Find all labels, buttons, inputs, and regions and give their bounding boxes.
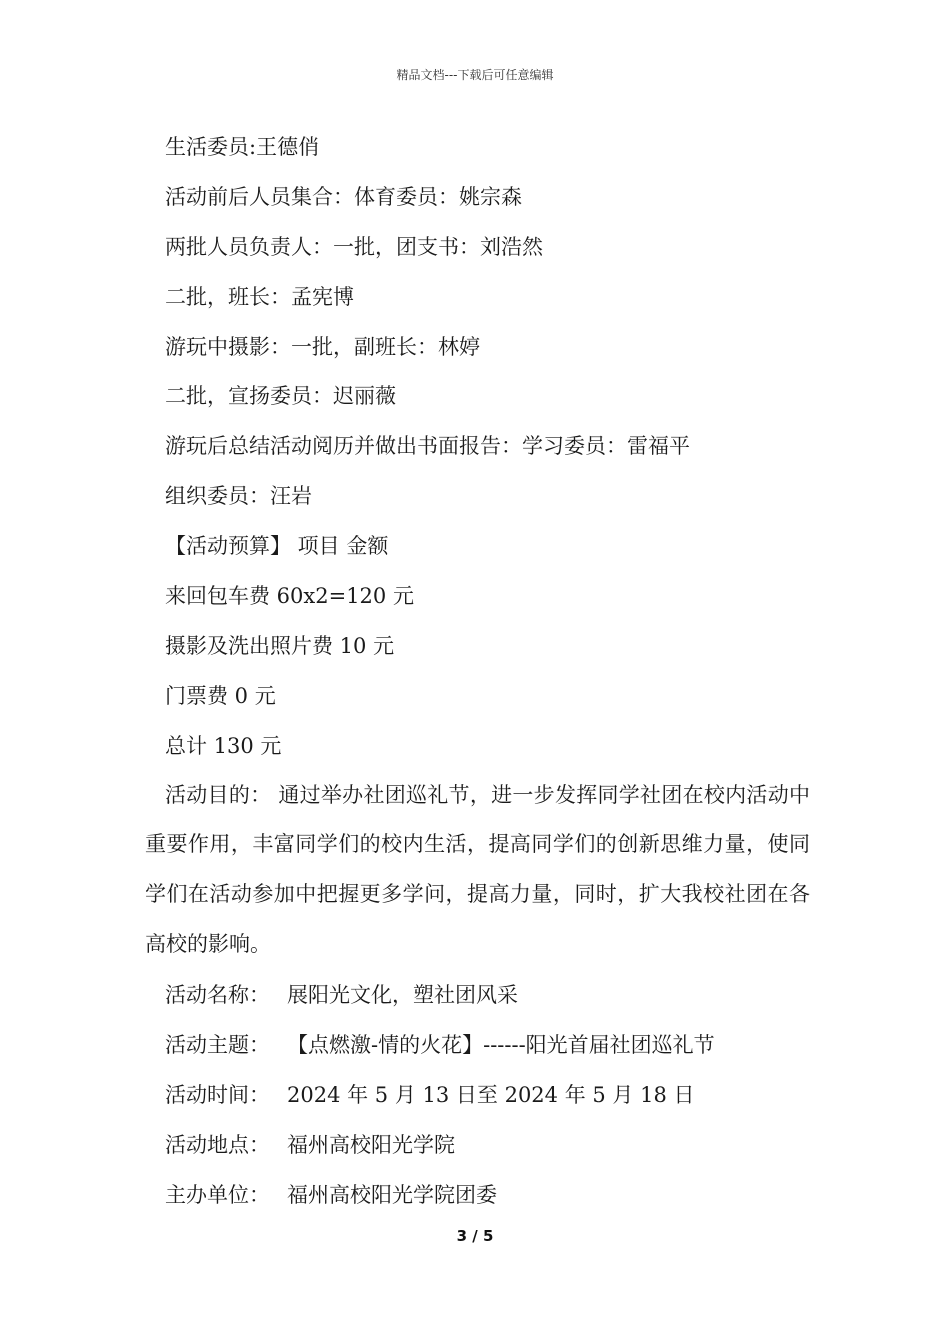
text-line: 二批，班长：孟宪博 [165,284,354,309]
text-line: 活动前后人员集合：体育委员：姚宗森 [165,184,522,209]
budget-total: 总计 130 元 [165,733,282,758]
text-line: 两批人员负责人：一批，团支书：刘浩然 [165,234,543,259]
detail-row [145,1024,810,1074]
budget-item: 来回包车费 60x2=120 元 [165,584,414,609]
detail-row [145,974,810,1024]
detail-label: 活动主题： [165,1033,270,1058]
detail-label: 活动名称： [165,983,270,1008]
detail-value: 福州高校阳光学院 [287,1132,455,1157]
detail-value: 2024 年 5 月 13 日至 2024 年 5 月 18 日 [287,1082,695,1107]
detail-label: 主办单位： [165,1182,270,1207]
detail-value: 【点燃激-情的火花】------阳光首届社团巡礼节 [287,1033,715,1058]
detail-label: 活动地点： [165,1132,270,1157]
purpose-paragraph: 活动目的： 通过举办社团巡礼节，进一步发挥同学社团在校内活动中重要作用，丰富同学们的校内生活，提高同学们的创新思维力量，使同学们在活动参加中把握更多学问，提高力量，同时，扩大我校社团在各高校的影响。 [145,782,810,957]
detail-value: 福州高校阳光学院团委 [287,1182,497,1207]
detail-row [145,1124,810,1174]
budget-heading: 【活动预算】 项目 金额 [165,534,389,559]
detail-label: 活动时间： [165,1082,270,1107]
text-line: 二批，宣扬委员：迟丽薇 [165,384,396,409]
page-header: 精品文档---下载后可任意编辑 [396,68,554,82]
budget-item: 门票费 0 元 [165,683,276,708]
text-line: 生活委员:王德俏 [165,135,320,159]
document-body [145,126,810,1224]
page-number: 3 / 5 [456,1227,494,1245]
text-line: 游玩中摄影：一批，副班长：林婷 [165,334,480,359]
text-line: 组织委员：汪岩 [165,484,312,509]
detail-value: 展阳光文化，塑社团风采 [287,983,518,1008]
text-line: 游玩后总结活动阅历并做出书面报告：学习委员：雷福平 [165,434,690,459]
detail-row [145,1074,810,1124]
detail-row [145,1174,810,1224]
budget-item: 摄影及洗出照片费 10 元 [165,633,395,658]
